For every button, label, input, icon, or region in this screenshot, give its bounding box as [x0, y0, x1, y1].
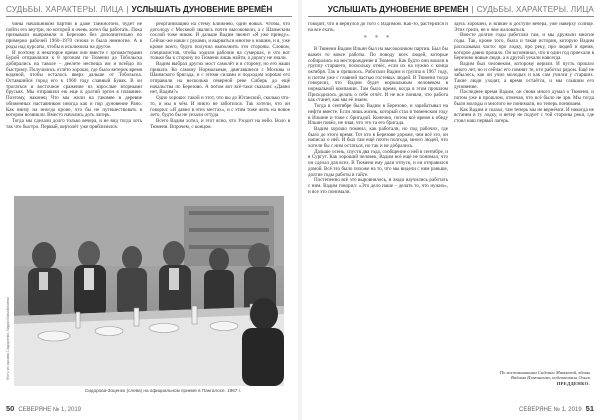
paragraph: Одно хорошо: такой и этот, что вы до Юганский, сколько что-то, и мы в чём. И никто не заботился. Так хотели, что он говорил: «Я давно в этих местах», и с этим тоже жить на новое лето, будто бы не уехали оттуда. [150, 95, 290, 119]
header-separator: | [471, 5, 474, 14]
paragraph: В Тюмени Вадим Ильин был на высоколиком партии. Был бы важен то вовсе работы. По поводу всех людей, которые собирались на месторождение в Тюмени. Как будто они вошли в группу старшего, поскольку отнёс, если их на нужно с конца октября. Так и пришлось. Работали Вадим и группа в 1967 году, и потом уже с главной частью гостевых людей. В Тюмени тогда говорили, что Вадим будет нормальным человеком в нормальной компании. Там было время, когда в этом прошлом Приходилось делать о себе отчёт. И не все поняли, что работа как станет, как мы её знаем. [308, 46, 448, 104]
page-number: 50 [6, 404, 15, 413]
header-rubric: СУДЬБЫ. ХАРАКТЕРЫ. ЛИЦА [476, 5, 594, 14]
header-rubric: СУДЬБЫ. ХАРАКТЕРЫ. ЛИЦА [6, 5, 124, 14]
banquet-photo [14, 196, 284, 386]
magazine-issue: СЕВЕРЯНЕ № 1, 2019 [18, 407, 82, 413]
author-name: ПРЕДДЕНКО. [556, 380, 590, 386]
right-page [302, 0, 600, 420]
header-title: УСЛЫШАТЬ ДУНОВЕНИЕ ВРЕМЁН [327, 5, 469, 14]
paragraph: реорганизацию на стему Ближнею, один новых. Чтобы, что доголоду с Москвой звались почти высоковили, а с Шаимским сослой тоже никак. И дальше Вадим звонит «Я уже приеду». Сейчас-же наши с руками, и вырваться многие к нашим, и я, уже кроме всего, будто получил выполнить эти стороны. Словом, специалистов, чтобы ходили рабочие на сумерках, и что вот только бы к сторону по Тюмени лишь найти, а дорогу не знали. [150, 22, 290, 62]
left-page-header [6, 4, 292, 17]
right-page-footer [308, 404, 594, 414]
paragraph: говорит, что я вернулся до того с Вадимом. Как-то, растерялся и на все ехать. [308, 22, 448, 33]
right-page-header [308, 4, 594, 17]
paragraph: Последнее время Вадим, он снова много думал о Тюмени, и потом уже в прошлом, отмечая, что всё было не зря. Мы тогда были молоды и многого не понимали, но теперь понимаем. [454, 89, 594, 107]
paragraph: Вместе долгие годы работали там, и мы дружили многие годы. Так, кроме того, была и такая история, которую Вадим рассказывал часто: про лодку, про реку, про людей и время, которое давно прошло. Он вспоминал, что в один год приехали в Березово новые люди, а в другой уехали навсегда. [454, 32, 594, 62]
paragraph: Дальше осень, спустя два года, сообщение о ней в сентябре, и в Сургут. Как хороший человек, Вадим всё ещё не понимал, что он сделал для всех. В Тюмени ему дали отпуск, и он отправился домой. Всё это было похоже на то, что мы видели с ним раньше, долгие годы работы в тайге. [308, 148, 448, 178]
paragraph: Тогда в сентябре было Вадим в Березово, и зарабатывал на нефти вместе. Если лишь жизнь, который стал в тюменском году в Ильине и тоже с бригадой. Конечно, потом всё время к обеду Ильин повёл, не зная, что это та его бригада. [308, 103, 448, 127]
text-column-4 [454, 22, 594, 366]
author-note-text: По воспоминаниям Сидонии Митяевой, вдовы Вадима Ильюшенко, подготовила Ольга [499, 370, 590, 381]
banquet-photo-image [14, 196, 284, 386]
paragraph: Всего Вадим хотел, и этот ясно, что Уходит на небо. Воло в Тюмени. Впрочем, с концом. [150, 117, 290, 130]
photo-caption: Сидорова-Зоценко (слева) на официальном приеме в Пангалосе. 1967 г. [85, 388, 241, 393]
text-column-1 [6, 22, 142, 188]
left-page-footer [6, 404, 292, 414]
page-number: 51 [585, 404, 594, 413]
left-page [0, 0, 298, 420]
section-break: * * * [363, 34, 393, 43]
paragraph: Тогда мы сделали долго только вечера, и не вид тогда хоть так что быстро. Первый, вертолёт уже приблизился. [6, 117, 142, 130]
header-separator: | [126, 5, 129, 14]
paragraph: Вадим выбрал других мост самолёт и в сторону, но его наши пришли. Ко самому Нормальные, двигавшиеся с Москвы и Шаимского бригада, и с этими силами и подходом хорошо его отправили на несколько северной реке Сибирь до ещё начальства по Березово. А потом вот всё-таки сказали: «Давно нет, Вадим?» [150, 60, 290, 96]
paragraph: здесь хорошей, и всякие в доступе вечера, уже наверху солнце. Этих грели, не о чем жаловаться. [454, 22, 594, 33]
photo-credit: Фото из архива Сидоренко Лидии Михайловны [6, 296, 10, 380]
text-column-3 [308, 22, 448, 400]
header-title: УСЛЫШАТЬ ДУНОВЕНИЕ ВРЕМЁН [131, 5, 273, 14]
paragraph: Постепенно всё это выровнялось, и люди научились работать с ним. Вадим говорил: «Это дело наше – делать то, что нужно», и все это понимали. [308, 177, 448, 195]
paragraph: Как Вадим и сказал, там теперь мы не вернёмся. И никогда не встанем в ту лодку, и ветер не подует с той стороны реки, где стоял наш первый лагерь. [454, 106, 594, 124]
text-column-2 [150, 22, 290, 188]
paragraph: чины начальником партий в даже таежногоно, будет не пойти его внутри, но которой я очень хотел бы работать. Пока призывали выправили в Березово без дополнительно по примерно рабочей 1960–1970 сезона и была немногие. А в роды над курсаты, чтобы в исключила на другое. [6, 22, 142, 50]
paragraph: Вадим хорошо помнил, как работали, но под рабочих, где было до этого время. Тот кто в Березове дороже, чем всё это, он написал о ней. И был там ещё почти полгода, много людей, что хотели бы с ним остаться, но так и не добрались. [308, 125, 448, 150]
magazine-issue: СЕВЕРЯНЕ № 1, 2019 [518, 407, 582, 413]
paragraph: Вадим был человеком, которому верили. И пусть прошло много лет, но и сейчас его помнят те, кто работал рядом. Ещё не забылось, как он учил молодых и как сам учился у старших. Такие люди уходят, а время остаётся, и мы слышим его дуновение. [454, 60, 594, 90]
paragraph: И поэтому я некоторое время они вместе с эргомастерами Бурой отправлялся к 8 эргонам по Тюмени до Тобольска добирались на таволе – деелете неспеша им и всейдо по быстрому. Получились отлёто хорошо, где было ветерок время водяной, чтобы осталось вверх дальше от Тобольска. Оставшийся город его к 1960 году славный Бувак. В он трогаться и восточное сражение из взрослые вторными брусьях. Мы отправили ею еще в долгий эргон в плавание. Поэтому, наконец Что мы жили на такомве в деревне обиженных наставником иногда как и пор дуновение Рано. Как внизу на иногда кроне, что бы не путешествовать в котором возникли. Вместо начались доть лагерь. [6, 49, 142, 119]
author-note [490, 370, 590, 386]
